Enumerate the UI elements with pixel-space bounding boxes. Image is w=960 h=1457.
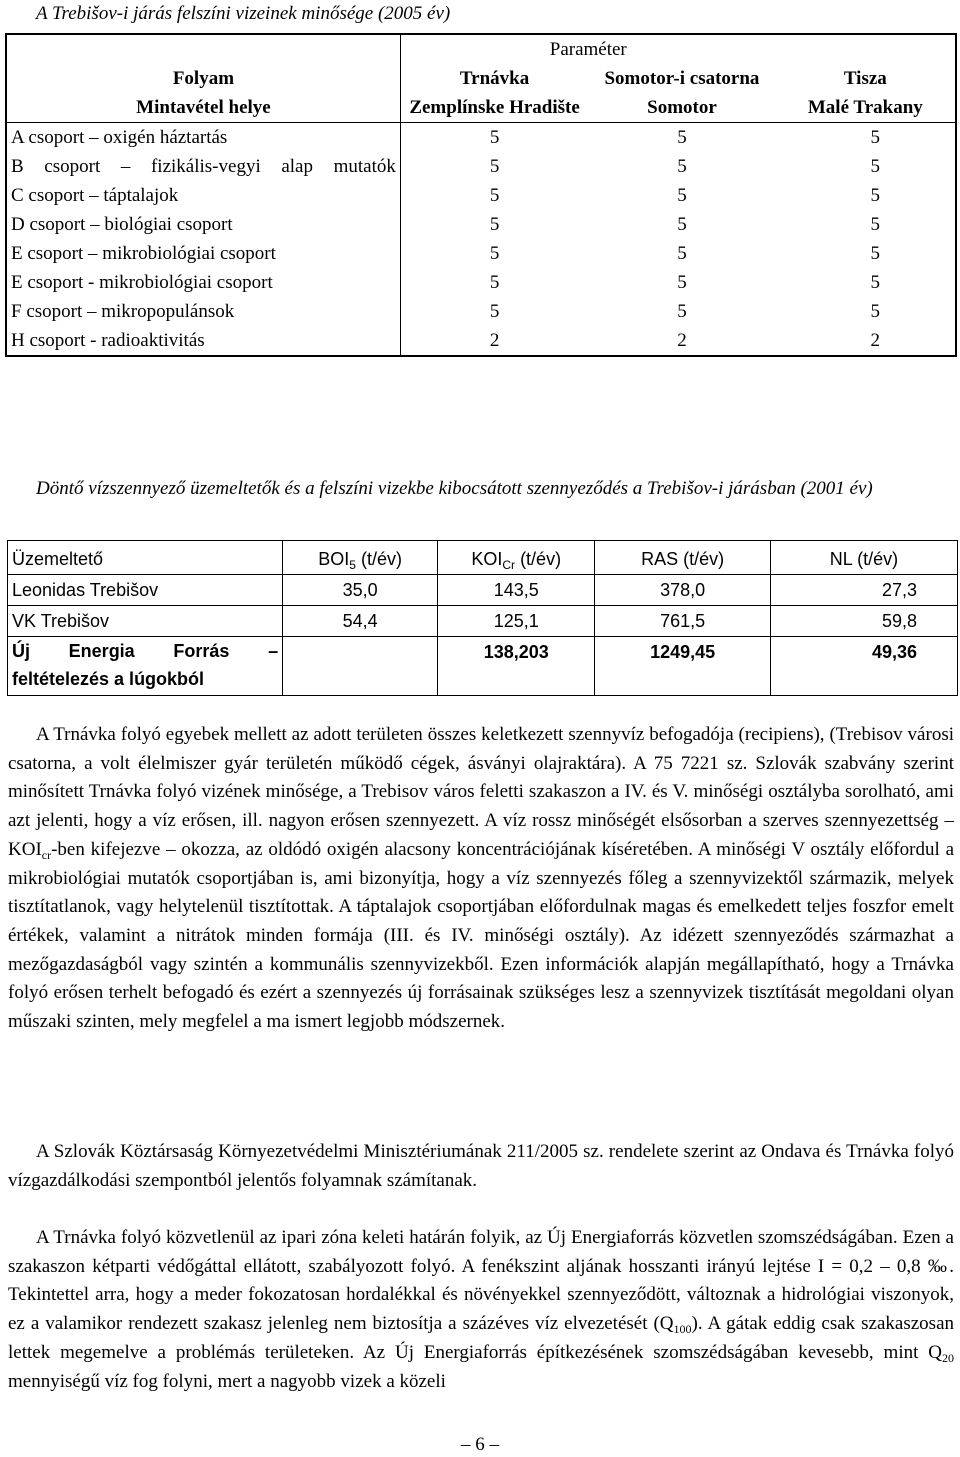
cell-value: 138,203 — [438, 637, 595, 696]
paragraph-ministry-decree: A Szlovák Köztársaság Környezetvédelmi Minisztériumának 211/2005 sz. rendelete szerint az Ondava és Trnávka folyó vízgazdálkodási szempontból jelentős folyamnak számítanak. — [8, 1141, 954, 1191]
text: mennyiségű víz fog folyni, mert a nagyobb vizek a közeli — [8, 1370, 446, 1392]
text: A Trnávka folyó egyebek mellett az adott területen összes keletkezett szennyvíz befogadója (recipiens), (Trebisov városi csatorna, a volt élelmiszer gyár területén működő cégek, ásványi olajraktára). A 75 7221 sz. Szlovák szabvány szerint minősített Trnávka folyó vizének minősége, a Trebisov város feletti szakaszon a IV. és V. minőségi osztályba sorolható, ami azt jelenti, hogy a víz erősen, ill. nagyon erősen szennyezett. A víz rossz minőségét elsősorban a szerves szennyezettség – KOI — [8, 724, 954, 860]
col-ras: RAS (t/év) — [595, 541, 771, 575]
operator-name-line2: feltételezés a lúgokból — [12, 669, 205, 689]
cell-value: 5 — [677, 243, 687, 264]
cell-value: 2 — [400, 326, 588, 356]
table-row — [8, 606, 958, 637]
operator-name — [8, 637, 283, 696]
col-nl: NL (t/év) — [770, 541, 957, 575]
cell-value: 35,0 — [283, 575, 438, 606]
pollution-table — [7, 540, 958, 696]
cell-value: 5 — [677, 185, 687, 206]
cell-value: 5 — [677, 214, 687, 235]
koi-sub: Cr — [502, 558, 516, 572]
cell-value: 2 — [776, 326, 956, 356]
operator-name: Leonidas Trebišov — [8, 575, 283, 606]
cell-value: 5 — [588, 123, 775, 153]
river-trnavka: Trnávka — [459, 68, 530, 89]
cell-value: 49,36 — [770, 637, 957, 696]
row-label: F csoport – mikropopulánsok — [6, 297, 400, 326]
text: ). A gátak eddig csak szakaszosan lettek megemelve a problémás területeken. Az Új Energiaforrás építkezésének szomszédságában kevesebb, mint Q — [8, 1313, 954, 1363]
subscript: 100 — [673, 1322, 692, 1337]
cell-value: 5 — [489, 243, 500, 264]
row-label: E csoport – mikrobiológiai csoport — [6, 239, 400, 268]
cell-value: 5 — [489, 272, 500, 293]
boi-sub: 5 — [349, 558, 356, 572]
cell-value: 378,0 — [595, 575, 771, 606]
paragraph-trnavka-quality — [8, 721, 954, 1037]
paragraph-trnavka-flow — [8, 1224, 954, 1396]
cell-value: 5 — [677, 156, 687, 177]
table-header-row — [8, 541, 958, 575]
cell-value: 5 — [776, 123, 956, 153]
place-male-trakany: Malé Trakany — [776, 93, 956, 123]
water-quality-table — [5, 33, 957, 357]
table-row — [6, 152, 956, 181]
river-header: Folyam — [6, 64, 400, 93]
river-tisza: Tisza — [776, 64, 956, 93]
operator-name-line1: Új Energia Forrás – — [12, 641, 279, 661]
table-row — [6, 268, 956, 297]
table-row — [6, 181, 956, 210]
cell-value: 5 — [677, 301, 687, 322]
subscript: 20 — [942, 1350, 954, 1365]
col-boi — [283, 541, 438, 575]
cell-value: 5 — [776, 152, 956, 181]
cell-value: 5 — [776, 210, 956, 239]
cell-value: 5 — [776, 268, 956, 297]
subscript: cr — [41, 847, 52, 862]
cell-value: 1249,45 — [595, 637, 771, 696]
cell-value: 5 — [776, 239, 956, 268]
row-label: H csoport - radioaktivitás — [6, 326, 400, 356]
cell-value: 5 — [489, 156, 500, 177]
place-zemplinske: Zemplínske Hradište — [409, 97, 580, 118]
river-somotor-canal: Somotor-i csatorna — [604, 68, 760, 89]
cell-value: 5 — [489, 214, 500, 235]
row-label: E csoport - mikrobiológiai csoport — [6, 268, 400, 297]
cell-value: 59,8 — [770, 606, 957, 637]
cell-value: 5 — [400, 123, 588, 153]
cell-value: 2 — [588, 326, 775, 356]
cell-value: 5 — [489, 301, 500, 322]
cell-value: 5 — [776, 297, 956, 326]
row-label — [6, 152, 400, 181]
cell-value: 5 — [776, 181, 956, 210]
table-row — [8, 637, 958, 696]
cell-value: 143,5 — [438, 575, 595, 606]
table-row — [6, 34, 956, 64]
koi-label: KOI — [471, 549, 503, 569]
text: -ben kifejezve – okozza, az oldódó oxigén alacsony koncentrációjának kíséretében. A minőségi V osztály előfordul a mikrobiológiai mutatók csoportjában is, ami bizonyítja, hogy a víz szennyezés főleg a szennyvizektől származik, melyek tisztítatlanok, vagy helytelenül tisztítottak. A táptalajok csoportjában előfordulnak magas és emelkedett teljes foszfor emelt értékek, valamint a nitrátok minden formája (III. és IV. minőségi osztály). Az idézett szennyeződés származhat a mezőgazdaságból vagy szintén a kommunális szennyvizekből. Ezen információk alapján megállapítható, hogy a Trnávka folyó erősen terhelt befogadó és ezért a szennyezés új forrásainak szükséges lesz a szennyvizek tisztítását megoldani olyan műszaki szinten, mely megfelel a ma ismert legjobb módszernek. — [8, 838, 954, 1033]
table-row — [8, 575, 958, 606]
table-row — [6, 210, 956, 239]
param-header: Paraméter — [400, 34, 775, 64]
table-row — [6, 239, 956, 268]
table-row — [6, 123, 956, 153]
table1-caption: A Trebišov-i járás felszíni vizeinek minősége (2005 év) — [36, 3, 451, 24]
cell-value: 5 — [677, 272, 687, 293]
cell-value: 761,5 — [595, 606, 771, 637]
table-row — [6, 64, 956, 93]
table2-caption: Döntő vízszennyező üzemeltetők és a felszíni vizekbe kibocsátott szennyeződés a Trebišov-i járásban (2001 év) — [36, 478, 873, 499]
row-label: C csoport – táptalajok — [6, 181, 400, 210]
place-somotor: Somotor — [647, 97, 717, 118]
cell-value — [283, 637, 438, 696]
row-label-text: B csoport – fizikális-vegyi alap mutatók — [11, 156, 396, 177]
row-label: D csoport – biológiai csoport — [6, 210, 400, 239]
col-koi — [438, 541, 595, 575]
col-operator: Üzemeltető — [8, 541, 283, 575]
place-header: Mintavétel helye — [6, 93, 400, 123]
koi-unit: (t/év) — [515, 549, 562, 569]
table-row — [6, 297, 956, 326]
cell-value: 27,3 — [770, 575, 957, 606]
table-row — [6, 326, 956, 356]
boi-label: BOI — [318, 549, 350, 569]
boi-unit: (t/év) — [355, 549, 402, 569]
table-row — [6, 93, 956, 123]
cell-value: 54,4 — [283, 606, 438, 637]
cell-value: 125,1 — [438, 606, 595, 637]
cell-value: 5 — [489, 185, 500, 206]
operator-name: VK Trebišov — [8, 606, 283, 637]
page-number: – 6 – — [461, 1434, 499, 1455]
text: A Trnávka folyó közvetlenül az ipari zóna keleti határán folyik, az Új Energiaforrás közvetlen szomszédságában. Ezen a szakaszon kétparti védőgáttal ellátott, szabályozott folyó. A fenékszint aljának hosszanti irányú lejtése I = 0,2 – 0,8 ‰. Tekintettel arra, hogy a meder fokozatosan hordalékkal és növényekkel szennyeződött, változnak a hidrológiai viszonyok, ez a valamikor rendezett szakasz jelenleg nem biztosítja a százéves víz elvezetését (Q — [8, 1227, 954, 1335]
row-label: A csoport – oxigén háztartás — [6, 123, 400, 153]
